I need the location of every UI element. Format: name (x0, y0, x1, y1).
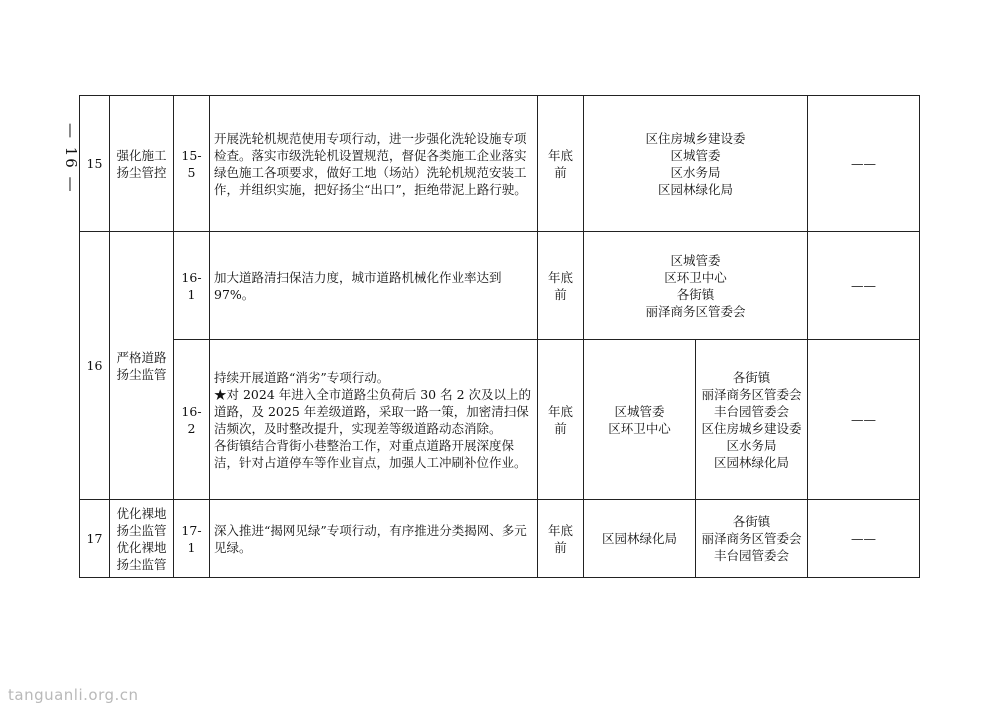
lead-units (584, 232, 808, 340)
row-code: 15-5 (174, 96, 210, 232)
row-code: 16-1 (174, 232, 210, 340)
lead-unit: 区住房城乡建设委 (645, 130, 746, 146)
lead-units (584, 340, 696, 500)
lead-unit: 各街镇 (676, 286, 715, 302)
row-code: 16-2 (174, 340, 210, 500)
table-row (80, 340, 920, 500)
lead-unit: 区园林绿化局 (601, 531, 677, 546)
co-unit: 丰台园管委会 (714, 403, 790, 419)
row-category: 强化施工扬尘管控 (110, 96, 174, 232)
co-unit: 丽泽商务区管委会 (701, 531, 802, 546)
lead-unit: 区城管委 (670, 147, 721, 163)
lead-unit: 区环卫中心 (608, 420, 671, 436)
row-description: 加大道路清扫保洁力度，城市道路机械化作业率达到 97%。 (210, 232, 538, 340)
description-line: 各街镇结合背街小巷整治工作，对重点道路开展深度保洁，针对占道停车等作业盲点，加强人工冲刷补位作业。 (214, 437, 527, 470)
row-description: 开展洗轮机规范使用专项行动，进一步强化洗轮设施专项检查。落实市级洗轮机设置规范，督促各类施工企业落实绿色施工各项要求，做好工地（场站）洗轮机规范安装工作，并组织实施，把好扬尘“出口”，拒绝带泥上路行驶。 (210, 96, 538, 232)
description-line: ★对 2024 年进入全市道路尘负荷后 30 名 2 次及以上的道路，及 2025 年差级道路，采取一路一策，加密清扫保洁频次，及时整改提升，实现差等级道路动态消除。 (214, 386, 532, 436)
row-deadline: 年底前 (538, 500, 584, 578)
lead-units (584, 96, 808, 232)
co-unit: 区园林绿化局 (714, 454, 790, 470)
page-number: — 16 — (62, 122, 80, 194)
row-category: 优化裸地扬尘监管优化裸地扬尘监管 (110, 500, 174, 578)
co-unit: 区住房城乡建设委 (701, 420, 802, 436)
watermark-text: tanguanli.org.cn (8, 686, 139, 704)
lead-unit: 区园林绿化局 (658, 181, 734, 197)
table-row (80, 232, 920, 340)
co-unit: 丰台园管委会 (714, 548, 790, 563)
lead-unit: 区环卫中心 (664, 269, 727, 285)
lead-unit: 丽泽商务区管委会 (645, 303, 746, 319)
row-category: 严格道路扬尘监管 (110, 232, 174, 500)
table-row (80, 500, 920, 578)
table-row (80, 96, 920, 232)
row-deadline: 年底前 (538, 232, 584, 340)
task-table (79, 95, 920, 578)
description-line: 持续开展道路“消劣”专项行动。 (214, 369, 390, 385)
co-unit: 各街镇 (732, 369, 771, 385)
row-note: —— (808, 232, 920, 340)
cooperating-units (696, 340, 808, 500)
row-description: 深入推进“揭网见绿”专项行动，有序推进分类揭网、多元见绿。 (210, 500, 538, 578)
row-deadline: 年底前 (538, 340, 584, 500)
row-number: 16 (80, 232, 110, 500)
cooperating-units (696, 500, 808, 578)
row-deadline: 年底前 (538, 96, 584, 232)
row-note: —— (808, 96, 920, 232)
row-number: 15 (80, 96, 110, 232)
row-note: —— (808, 500, 920, 578)
row-note: —— (808, 340, 920, 500)
row-code: 17-1 (174, 500, 210, 578)
lead-units (584, 500, 696, 578)
lead-unit: 区城管委 (670, 252, 721, 268)
lead-unit: 区城管委 (614, 403, 665, 419)
lead-unit: 区水务局 (670, 164, 721, 180)
row-description (210, 340, 538, 500)
row-number: 17 (80, 500, 110, 578)
co-unit: 各街镇 (732, 514, 771, 529)
co-unit: 区水务局 (726, 437, 777, 453)
co-unit: 丽泽商务区管委会 (701, 386, 802, 402)
